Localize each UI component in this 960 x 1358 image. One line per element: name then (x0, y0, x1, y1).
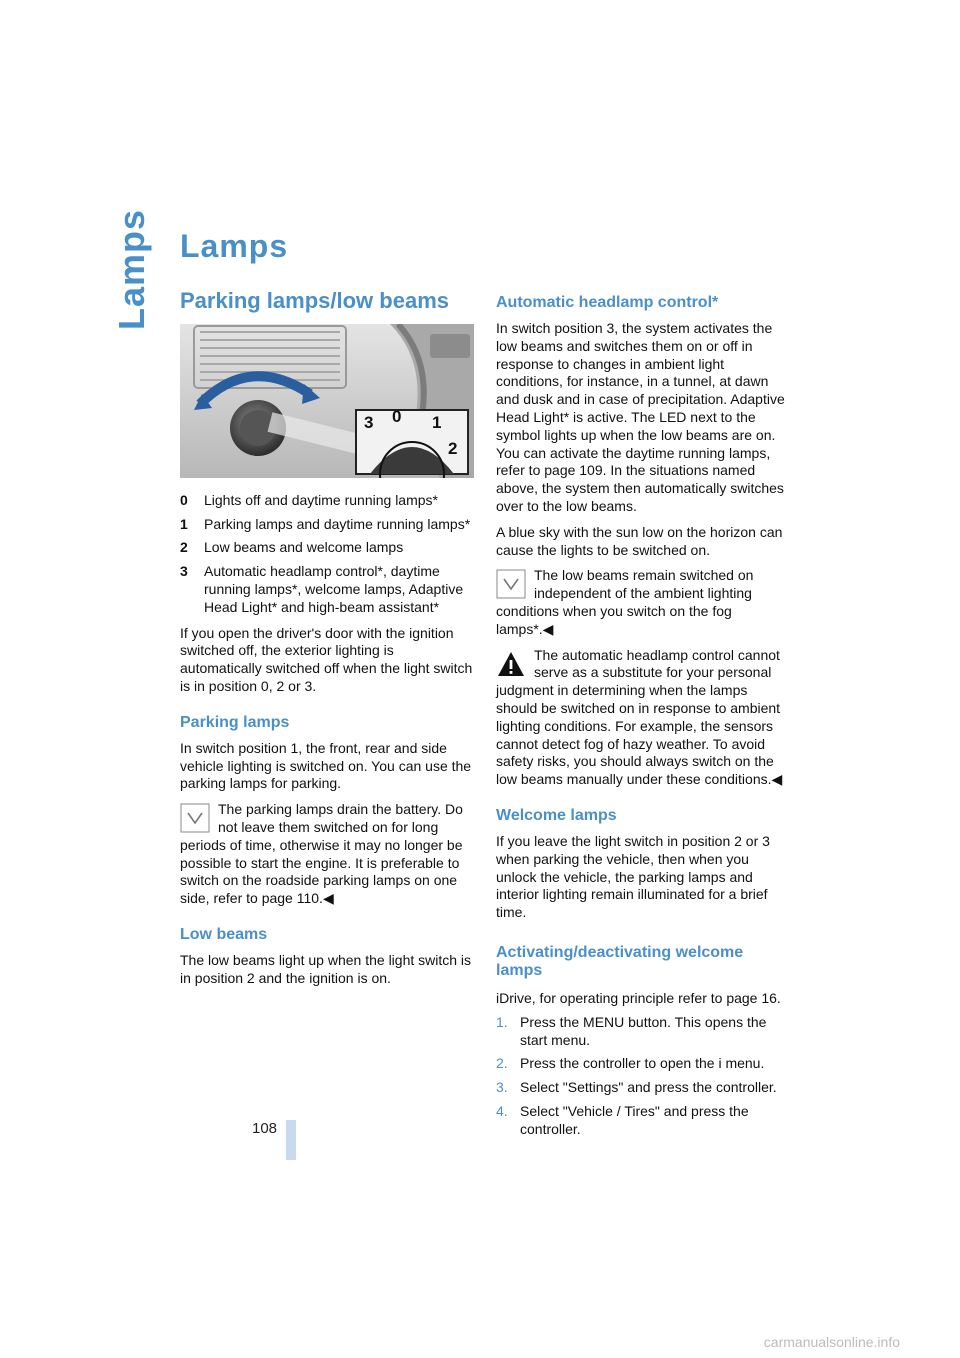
note-parking: The parking lamps drain the battery. Do not leave them switched on for long periods of time, otherwise it may no longer be possible to start the engine. It is preferable to switch on the roadside parking lamps on one side, refer to page 110.◀ (180, 801, 463, 907)
figure-label-0: 0 (392, 406, 402, 426)
welcome-paragraph: If you leave the light switch in position 2 or 3 when parking the vehicle, then when you unlock the vehicle, the parking lamps and interior lighting remain illuminated for a brief time. (496, 832, 770, 921)
page-bar (286, 1120, 296, 1160)
note-arrow-icon (180, 803, 210, 833)
list-item: 0 Lights off and daytime running lamps* (180, 491, 438, 508)
page-number: 108 (252, 1120, 278, 1137)
warning-triangle-icon (496, 649, 526, 679)
section-heading-parking-low: Parking lamps/low beams (180, 288, 449, 313)
list-item: 4. Select "Vehicle / Tires" and press the controller. (496, 1102, 749, 1137)
low-beams-paragraph: The low beams light up when the light switch is in position 2 and the ignition is on. (180, 951, 472, 986)
list-item: 1. Press the MENU button. This opens the start menu. (496, 1013, 767, 1048)
heading-welcome-lamps: Welcome lamps (496, 806, 617, 824)
left-column (180, 288, 476, 988)
list-item: 3 Automatic headlamp control*, daytime running lamps*, welcome lamps, Adaptive Head Light* and high-beam assistant* (180, 563, 464, 615)
list-item: 2 Low beams and welcome lamps (180, 539, 404, 556)
list-item: 2. Press the controller to open the i menu. (496, 1055, 765, 1072)
heading-low-beams: Low beams (180, 925, 268, 943)
heading-parking-lamps: Parking lamps (180, 713, 290, 731)
warning-note: The automatic headlamp control cannot serve as a substitute for your personal judgment in determining when the lamps should be switched on in response to ambient lighting conditions. For example, the sensors cannot detect fog of hazy weather. To avoid safety risks, you should always switch on the low beams manually under these conditions.◀ (496, 646, 783, 788)
sky-paragraph: A blue sky with the sun low on the horizon can cause the lights to be switched on. (496, 523, 783, 558)
list-item: 3. Select "Settings" and press the controller. (496, 1079, 777, 1096)
note-arrow-icon (496, 569, 526, 599)
page-title: Lamps (180, 228, 289, 264)
door-paragraph: If you open the driver's door with the ignition switched off, the exterior lighting is automatically switched off when the light switch is in position 0, 2 or 3. (180, 624, 473, 694)
figure-label-1: 1 (432, 412, 442, 432)
list-item: 1 Parking lamps and daytime running lamps* (180, 515, 471, 532)
note-fog-lamps: The low beams remain switched on independent of the ambient lighting conditions when you switch on the fog lamps*.◀ (496, 567, 754, 637)
parking-paragraph: In switch position 1, the front, rear and side vehicle lighting is switched on. You can use the parking lamps for parking. (180, 739, 472, 792)
light-switch-illustration (180, 324, 474, 478)
side-tab-label: Lamps (111, 208, 152, 330)
figure-label-2: 2 (448, 438, 458, 458)
watermark: carmanualsonline.info (763, 1334, 900, 1350)
figure-label-3: 3 (364, 412, 374, 432)
auto-paragraph: In switch position 3, the system activates the low beams and switches them on or off in response to changes in ambient light conditions, for instance, in a tunnel, at dawn and dusk and in case of precipitation. Adaptive Head Light* is active. The LED next to the symbol lights up when the low beams are on. You can activate the daytime running lamps, refer to page 109. In the situations named above, the system then automatically switches over to the low beams. (496, 320, 785, 514)
right-column (496, 294, 788, 1138)
light-switch-figure (180, 324, 474, 478)
idrive-intro: iDrive, for operating principle refer to page 16. (496, 989, 781, 1006)
heading-auto-headlamp: Automatic headlamp control* (496, 294, 719, 311)
heading-activate-welcome: Activating/deactivating welcome lamps (496, 943, 744, 979)
